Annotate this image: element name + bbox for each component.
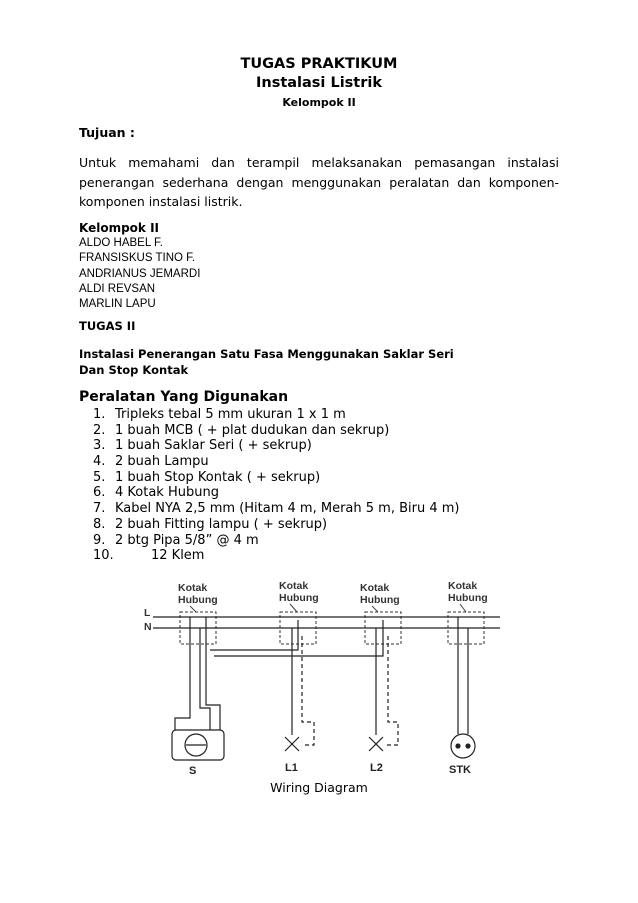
leader-line: [290, 604, 297, 612]
diagram-caption: Wiring Diagram: [270, 780, 368, 795]
member-name: FRANSISKUS TINO F.: [79, 252, 196, 265]
member-name: ALDO HABEL F.: [79, 237, 163, 249]
lamp1-label: L1: [285, 762, 298, 774]
item-number: 5.: [93, 469, 106, 485]
tujuan-line: penerangan sederhana dengan menggunakan peralatan dan komponen-: [79, 174, 559, 190]
item-number: 2.: [93, 422, 106, 438]
tugas-title-line1: Instalasi Penerangan Satu Fasa Menggunakan Saklar Seri: [79, 347, 454, 361]
item-text: Tripleks tebal 5 mm ukuran 1 x 1 m: [115, 407, 346, 422]
socket-symbol: [451, 734, 475, 758]
box-label: Hubung: [360, 594, 400, 606]
lamp2-label: L2: [370, 762, 383, 774]
tujuan-line: Untuk memahami dan terampil melaksanakan pemasangan instalasi: [79, 155, 559, 170]
leader-line: [372, 606, 378, 612]
item-number: 8.: [93, 516, 106, 532]
item-number: 9.: [93, 532, 106, 548]
switch-wire: [175, 617, 190, 730]
item-text: 2 btg Pipa 5/8” @ 4 m: [115, 532, 259, 548]
item-text: 2 buah Lampu: [115, 454, 209, 470]
item-number: 6.: [93, 485, 106, 501]
tujuan-label: Tujuan :: [79, 125, 135, 140]
line-l-label: L: [144, 607, 151, 619]
box-label: Kotak: [448, 580, 478, 592]
lamp1-wire-dashed: [302, 636, 314, 745]
switch-wire: [210, 620, 298, 650]
socket-pin: [456, 744, 460, 748]
box-label: Hubung: [448, 592, 488, 604]
switch-label: S: [189, 765, 197, 777]
member-name: ANDRIANUS JEMARDI: [79, 267, 201, 280]
box-label: Kotak: [360, 582, 390, 594]
item-text: 1 buah MCB ( + plat dudukan dan sekrup): [115, 422, 390, 438]
item-number: 7.: [93, 501, 106, 517]
switch-wire: [206, 617, 220, 730]
switch-wire: [200, 628, 210, 730]
item-number: 10.: [93, 548, 114, 564]
item-text: 1 buah Stop Kontak ( + sekrup): [115, 469, 321, 485]
item-text: Kabel NYA 2,5 mm (Hitam 4 m, Merah 5 m, Biru 4 m): [115, 501, 460, 517]
line-n-label: N: [144, 621, 152, 633]
tujuan-line: komponen instalasi listrik.: [79, 194, 243, 209]
item-text: 2 buah Fitting lampu ( + sekrup): [115, 516, 328, 532]
member-name: ALDI REVSAN: [79, 282, 156, 295]
document-title: TUGAS PRAKTIKUM: [240, 56, 398, 72]
socket-pin: [466, 744, 470, 748]
member-name: MARLIN LAPU: [79, 298, 156, 311]
group-label: Kelompok II: [282, 96, 356, 109]
item-number: 4.: [93, 454, 106, 470]
item-text: 4 Kotak Hubung: [115, 485, 219, 501]
peralatan-heading: Peralatan Yang Digunakan: [79, 389, 289, 405]
box-label: Hubung: [178, 594, 218, 606]
item-number: 1.: [93, 407, 106, 422]
leader-line: [190, 606, 196, 612]
tugas-label: TUGAS II: [79, 319, 136, 333]
box-label: Hubung: [279, 592, 319, 604]
item-number: 3.: [93, 438, 106, 454]
item-text: 12 Klem: [151, 548, 205, 564]
box-label: Kotak: [279, 580, 309, 592]
leader-line: [460, 604, 466, 612]
document-subtitle: Instalasi Listrik: [255, 75, 382, 91]
socket-label: STK: [449, 764, 471, 776]
kelompok-label: Kelompok II: [79, 221, 160, 235]
box-label: Kotak: [178, 582, 208, 594]
item-text: 1 buah Saklar Seri ( + sekrup): [115, 438, 312, 454]
tugas-title-line2: Dan Stop Kontak: [79, 363, 189, 377]
lamp2-wire-dashed: [386, 636, 398, 745]
